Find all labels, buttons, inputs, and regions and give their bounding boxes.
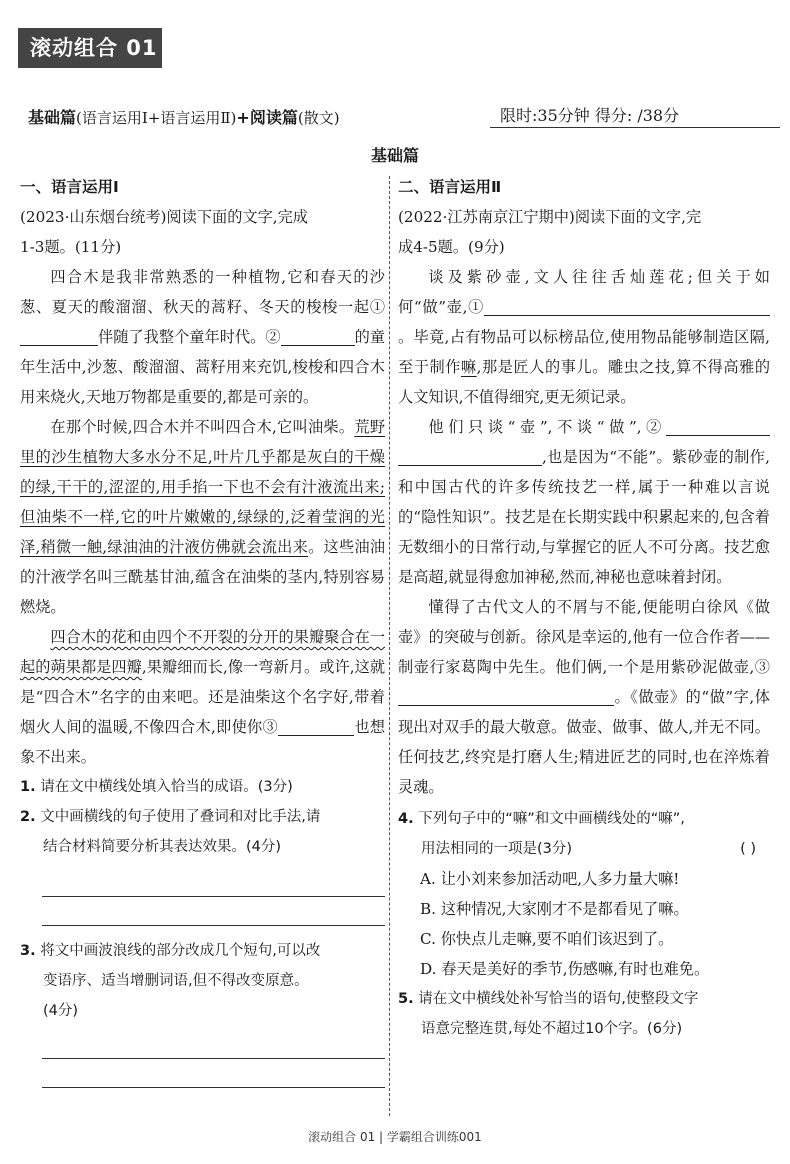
right-paragraph-1: 谈及紫砂壶,文人往往舌灿莲花;但关于如何“做”壶,①。毕竟,占有物品可以标榜品位,使用物品能够制造区隔,至于制作嘛,那是匠人的事儿。雕虫之技,算不得高雅的人文知识,不值得细究,更无须记录。 [398, 268, 771, 406]
blank-3[interactable] [278, 715, 354, 736]
right-paragraph-2: 他们只谈“壶”,不谈“做”,②,也是因为“不能”。紫砂壶的制作,和中国古代的许多传统技艺一样,属于一种难以言说的“隐性知识”。技艺是在长期实践中积累起来的,包含着无数细小的日常行动,与掌握它的匠人不可分离。技艺愈是高超,就显得愈加神秘,然而,神秘也意味着封闭。 [398, 412, 770, 592]
question-5: 5. 请在文中横线处补写恰当的语句,使整段文字 语意完整连贯,每处不超过10个字。(6分) [398, 991, 699, 1037]
underlined-sentence: 荒野里的沙生植物大多水分不足,叶片几乎都是灰白的干燥的绿,干干的,涩涩的,用手掐一下也不会有汁液流出来;但油柴不一样,它的叶片嫩嫩的,绿绿的,泛着莹润的光泽,稍微一触,绿油油的汁液仿佛就会流出来 [20, 418, 386, 556]
header-rule [490, 127, 780, 128]
blank-6b[interactable] [548, 685, 614, 706]
wavy-underlined-sentence: 四合木的花和由四个不开裂的分开的果瓣聚合在一起的蒴果都是四瓣 [20, 628, 385, 676]
right-column [398, 172, 770, 1044]
left-paragraph-3: 四合木的花和由四个不开裂的分开的果瓣聚合在一起的蒴果都是四瓣,果瓣细而长,像一弯新月。或许,这就是“四合木”名字的由来吧。还是油柴这个名字好,带着烟火人间的温暖,不像四合木,即使你③ 也想象不出来。 [20, 628, 386, 766]
option-b[interactable]: B. 这种情况,大家刚才不是都看见了嘛。 [420, 900, 689, 918]
left-source-line: (2023·山东烟台统考)阅读下面的文字,完成 1-3题。(11分) [20, 208, 308, 256]
right-source-line: (2022·江苏南京江宁期中)阅读下面的文字,完 成4-5题。(9分) [398, 208, 702, 256]
answer-paren-q4[interactable]: ( ) [740, 841, 756, 857]
header-part-prose: (散文) [297, 109, 340, 127]
worksheet-header [28, 105, 340, 128]
header-part-basic: 基础篇 [28, 108, 77, 127]
blank-5a[interactable] [666, 415, 770, 436]
answer-line-q3-2[interactable] [42, 1059, 385, 1088]
question-3: 3. 将文中画波浪线的部分改成几个短句,可以改 变语序、适当增删词语,但不得改变原意。 (4分) [20, 943, 321, 1019]
option-a[interactable]: A. 让小刘来参加活动吧,人多力量大嘛! [420, 870, 680, 888]
blank-4b[interactable] [734, 295, 770, 316]
right-paragraph-3: 懂得了古代文人的不屑与不能,便能明白徐风《做壶》的突破与创新。徐风是幸运的,他有一位合作者——制壶行家葛陶中先生。他们俩,一个是用紫砂泥做壶,③。《做壶》的“做”字,体现出对双手的最大敬意。做壶、做事、做人,并无不同。任何技艺,终究是打磨人生;精进匠艺的同时,也在淬炼着灵魂。 [398, 598, 770, 796]
blank-2[interactable] [281, 325, 355, 346]
section-title: 基础篇 [370, 146, 419, 165]
option-c[interactable]: C. 你快点儿走嘛,要不咱们该迟到了。 [420, 930, 674, 948]
left-paragraph-2: 在那个时候,四合木并不叫四合木,它叫油柴。荒野里的沙生植物大多水分不足,叶片几乎都是灰白的干燥的绿,干干的,涩涩的,用手掐一下也不会有汁液流出来;但油柴不一样,它的叶片嫩嫩的,绿绿的,泛着莹润的光泽,稍微一触,绿油油的汁液仿佛就会流出来。这些油油的汁液学名叫三酰基甘油,蕴含在油柴的茎内,特别容易燃烧。 [20, 418, 386, 616]
underlined-ma: 嘛 [460, 358, 477, 376]
left-heading: 一、语言运用Ⅰ [20, 178, 119, 196]
left-column [20, 172, 385, 1088]
header-part-reading: +阅读篇 [236, 108, 298, 127]
page-footer: 滚动组合 01 | 学霸组合训练001 [308, 1130, 482, 1144]
blank-4a[interactable] [484, 295, 734, 316]
left-paragraph-1: 四合木是我非常熟悉的一种植物,它和春天的沙葱、夏天的酸溜溜、秋天的蒿籽、冬天的梭梭一起①伴随了我整个童年时代。② 的童年生活中,沙葱、酸溜溜、蒿籽用来充饥,梭梭和四合木用来烧火,天地万物都是重要的,都是可亲的。 [20, 268, 386, 406]
header-part-language: (语言运用Ⅰ+语言运用Ⅱ) [76, 109, 237, 127]
blank-5b[interactable] [398, 445, 542, 466]
column-divider [389, 176, 390, 1116]
right-heading: 二、语言运用Ⅱ [398, 178, 502, 196]
answer-line-q2-2[interactable] [42, 897, 385, 926]
answer-line-q3-1[interactable] [42, 1030, 385, 1059]
time-score-label: 限时:35分钟 得分: /38分 [500, 106, 680, 125]
question-4: 4. 下列句子中的“嘛”和文中画横线处的“嘛”, 用法相同的一项是(3分) ( ) [398, 804, 770, 864]
option-d[interactable]: D. 春天是美好的季节,伤感嘛,有时也难免。 [420, 960, 710, 978]
question-1: 1. 请在文中横线处填入恰当的成语。(3分) [20, 779, 293, 795]
answer-line-q2-1[interactable] [42, 868, 385, 897]
question-2: 2. 文中画横线的句子使用了叠词和对比手法,请 结合材料简要分析其表达效果。(4分) [20, 809, 321, 855]
blank-1[interactable] [20, 325, 98, 346]
section-tag: 滚动组合 01 [18, 28, 162, 68]
blank-6a[interactable] [398, 685, 548, 706]
